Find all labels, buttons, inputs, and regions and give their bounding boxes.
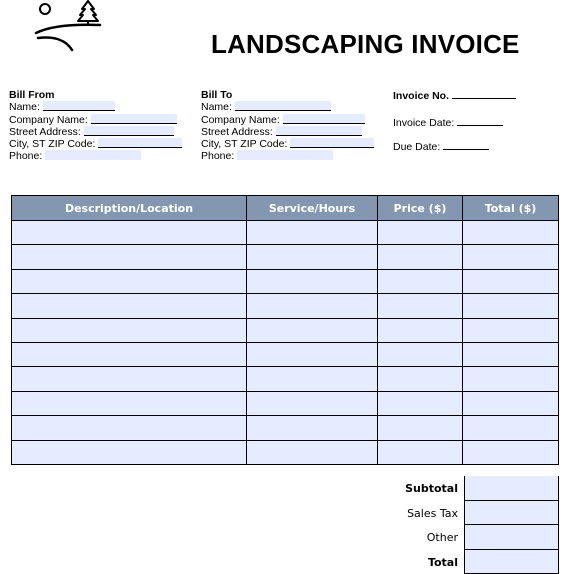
total-cell[interactable] (463, 391, 559, 415)
other-field[interactable] (464, 525, 559, 550)
price-cell[interactable] (378, 318, 463, 342)
total-field[interactable] (464, 550, 559, 574)
total-row (380, 550, 562, 574)
total-cell[interactable] (463, 318, 559, 342)
description-cell[interactable] (12, 221, 247, 245)
table-row (12, 416, 559, 440)
table-row (12, 318, 559, 342)
total-cell[interactable] (463, 269, 559, 293)
bill-from-name-label: Name: (9, 101, 40, 113)
total-cell[interactable] (463, 416, 559, 440)
service-hours-cell[interactable] (247, 221, 378, 245)
bill-to-name-label: Name: (201, 101, 232, 113)
column-header-total: Total ($) (463, 196, 559, 221)
bill-to-phone-label: Phone: (201, 150, 234, 162)
service-hours-cell[interactable] (247, 440, 378, 464)
invoice-number-row (393, 89, 516, 102)
column-header-service-hours: Service/Hours (247, 196, 378, 221)
table-row (12, 269, 559, 293)
column-header-price: Price ($) (378, 196, 463, 221)
bill-from-company-field[interactable] (91, 114, 177, 124)
price-cell[interactable] (378, 342, 463, 366)
subtotal-row (380, 476, 562, 501)
subtotal-field[interactable] (464, 476, 559, 501)
bill-from-street-field[interactable] (84, 126, 174, 136)
table-row (12, 294, 559, 318)
bill-to-name-field[interactable] (235, 101, 331, 111)
description-cell[interactable] (12, 440, 247, 464)
invoice-date-field[interactable] (457, 116, 503, 126)
line-items-table (11, 195, 559, 465)
bill-from-city-field[interactable] (98, 138, 182, 148)
service-hours-cell[interactable] (247, 245, 378, 269)
bill-to-street-label: Street Address: (201, 126, 273, 138)
total-cell[interactable] (463, 367, 559, 391)
price-cell[interactable] (378, 440, 463, 464)
description-cell[interactable] (12, 318, 247, 342)
total-label: Total (428, 556, 458, 569)
price-cell[interactable] (378, 269, 463, 293)
description-cell[interactable] (12, 367, 247, 391)
bill-from-street-label: Street Address: (9, 126, 81, 138)
bill-from-heading: Bill From (9, 89, 182, 101)
subtotal-label: Subtotal (405, 482, 458, 495)
price-cell[interactable] (378, 245, 463, 269)
bill-to-city-label: City, ST ZIP Code: (201, 138, 287, 150)
bill-to-city-field[interactable] (290, 138, 374, 148)
description-cell[interactable] (12, 294, 247, 318)
invoice-date-label: Invoice Date: (393, 117, 454, 129)
table-row (12, 367, 559, 391)
service-hours-cell[interactable] (247, 416, 378, 440)
table-row (12, 221, 559, 245)
invoice-date-row (393, 116, 503, 129)
description-cell[interactable] (12, 416, 247, 440)
table-row (12, 245, 559, 269)
total-cell[interactable] (463, 294, 559, 318)
service-hours-cell[interactable] (247, 342, 378, 366)
other-row (380, 525, 562, 550)
column-header-description: Description/Location (12, 196, 247, 221)
price-cell[interactable] (378, 416, 463, 440)
bill-from-section (9, 89, 182, 163)
sales-tax-row (380, 501, 562, 526)
description-cell[interactable] (12, 269, 247, 293)
bill-from-name-field[interactable] (43, 101, 115, 111)
bill-from-phone-label: Phone: (9, 150, 42, 162)
bill-to-section (201, 89, 374, 163)
price-cell[interactable] (378, 391, 463, 415)
bill-to-phone-field[interactable] (237, 150, 333, 160)
service-hours-cell[interactable] (247, 269, 378, 293)
bill-from-phone-field[interactable] (45, 150, 141, 160)
description-cell[interactable] (12, 245, 247, 269)
invoice-number-label: Invoice No. (393, 90, 449, 102)
table-row (12, 440, 559, 464)
total-cell[interactable] (463, 440, 559, 464)
service-hours-cell[interactable] (247, 318, 378, 342)
price-cell[interactable] (378, 294, 463, 318)
bill-to-street-field[interactable] (276, 126, 362, 136)
total-cell[interactable] (463, 221, 559, 245)
table-row (12, 342, 559, 366)
service-hours-cell[interactable] (247, 367, 378, 391)
description-cell[interactable] (12, 391, 247, 415)
sales-tax-label: Sales Tax (407, 507, 458, 520)
landscape-tree-logo-icon (30, 0, 106, 56)
page-title: LANDSCAPING INVOICE (211, 29, 520, 60)
bill-from-company-label: Company Name: (9, 114, 88, 126)
bill-from-city-label: City, ST ZIP Code: (9, 138, 95, 150)
due-date-field[interactable] (443, 140, 489, 150)
price-cell[interactable] (378, 367, 463, 391)
description-cell[interactable] (12, 342, 247, 366)
due-date-label: Due Date: (393, 141, 440, 153)
bill-to-heading: Bill To (201, 89, 374, 101)
service-hours-cell[interactable] (247, 294, 378, 318)
total-cell[interactable] (463, 245, 559, 269)
bill-to-company-field[interactable] (283, 114, 365, 124)
service-hours-cell[interactable] (247, 391, 378, 415)
bill-to-company-label: Company Name: (201, 114, 280, 126)
other-label: Other (427, 531, 458, 544)
invoice-number-field[interactable] (452, 89, 516, 99)
total-cell[interactable] (463, 342, 559, 366)
due-date-row (393, 140, 489, 153)
table-row (12, 391, 559, 415)
price-cell[interactable] (378, 221, 463, 245)
sales-tax-field[interactable] (464, 501, 559, 526)
table-header-row (12, 196, 559, 221)
